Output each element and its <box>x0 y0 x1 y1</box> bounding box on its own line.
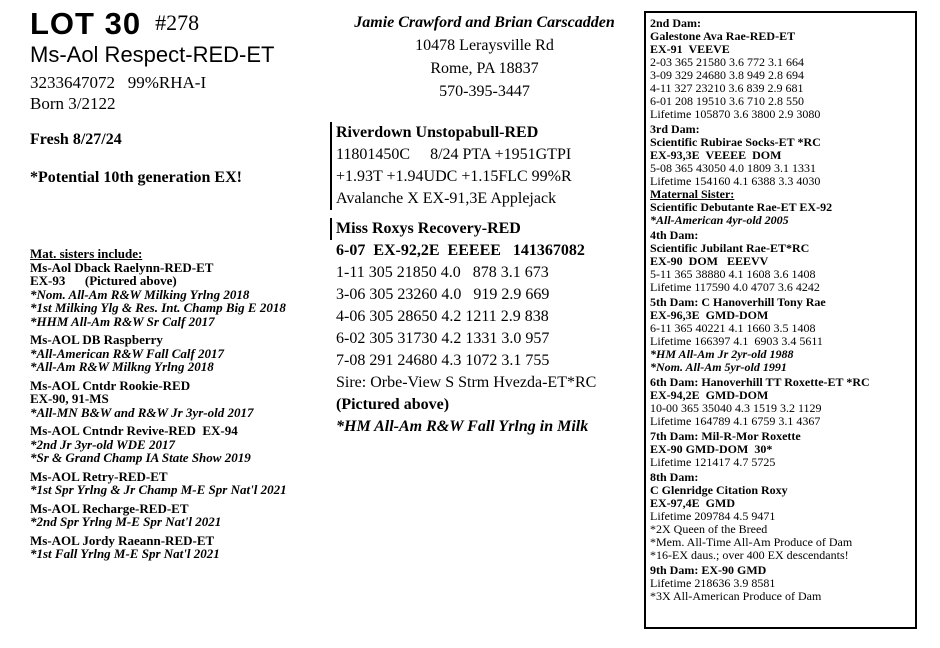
dam-5-class: EX-96,3E GMD-DOM <box>650 308 769 322</box>
dam-3-record: 5-08 365 43050 4.0 1809 3.1 1331 <box>650 161 816 175</box>
dam-2-name: Galestone Ava Rae-RED-ET <box>650 29 796 43</box>
dam-2-record: 3-09 329 24680 3.8 949 2.8 694 <box>650 68 804 82</box>
dam-record: 6-02 305 31730 4.2 1331 3.0 957 <box>336 330 550 347</box>
dam-6-class: EX-94,2E GMD-DOM <box>650 388 769 402</box>
potential-note: *Potential 10th generation EX! <box>30 169 242 186</box>
dam-2-record: 4-11 327 23210 3.6 839 2.9 681 <box>650 81 804 95</box>
owner-phone: 570-395-3447 <box>439 83 530 100</box>
dam-5-note: *Nom. All-Am 5yr-old 1991 <box>650 360 787 374</box>
dam-5-record: 6-11 365 40221 4.1 1660 3.5 1408 <box>650 321 816 335</box>
dam-6-name: Hanoverhill TT Roxette-ET *RC <box>701 375 870 389</box>
lot-title <box>30 6 199 41</box>
maternal-sister-name: Scientific Debutante Rae-ET EX-92 <box>650 200 833 214</box>
maternal-sisters <box>30 247 330 561</box>
dam-2-record: 2-03 365 21580 3.6 772 3.1 664 <box>650 55 804 69</box>
sister-note: *Sr & Grand Champ IA State Show 2019 <box>30 450 251 465</box>
sister-note: *1st Milking Ylg & Res. Int. Champ Big E 2018 <box>30 300 286 315</box>
dam-5-record: Lifetime 166397 4.1 6903 3.4 5611 <box>650 334 823 348</box>
dam-7-class: EX-90 GMD-DOM 30* <box>650 442 773 456</box>
dam-7-record: Lifetime 121417 4.7 5725 <box>650 455 776 469</box>
registration-line: 3233647072 99%RHA-I <box>30 73 207 92</box>
dam-6-label: 6th Dam: <box>650 375 699 389</box>
dam-sire-line: Sire: Orbe-View S Strm Hvezda-ET*RC <box>336 374 597 391</box>
sister-note: *1st Fall Yrlng M-E Spr Nat'l 2021 <box>30 546 220 561</box>
dam-2-label: 2nd Dam: <box>650 16 702 30</box>
sister-note: *All-MN B&W and R&W Jr 3yr-old 2017 <box>30 404 254 420</box>
dam-5-name: C Hanoverhill Tony Rae <box>701 295 826 309</box>
dam-class-line: 6-07 EX-92,2E EEEEE 141367082 <box>336 242 585 259</box>
dam-pictured: (Pictured above) <box>336 396 450 413</box>
dam-record: 4-06 305 28650 4.2 1211 2.9 838 <box>336 308 549 325</box>
sister-note: *1st Spr Yrlng & Jr Champ M-E Spr Nat'l 2021 <box>30 482 287 497</box>
dam-3-class: EX-93,3E VEEEE DOM <box>650 148 782 162</box>
owner-name: Jamie Crawford and Brian Carscadden <box>354 14 615 31</box>
dam-8-class: EX-97,4E GMD <box>650 496 735 510</box>
maternal-sisters-header: Mat. sisters include: <box>30 246 143 261</box>
dam-8-record: Lifetime 209784 4.5 9471 <box>650 509 776 523</box>
owner-address-line2: Rome, PA 18837 <box>430 60 539 77</box>
dam-award: *HM All-Am R&W Fall Yrlng in Milk <box>336 418 589 435</box>
dam-4-label: 4th Dam: <box>650 228 699 242</box>
dam-2-class: EX-91 VEEVE <box>650 42 730 56</box>
sister-name: Ms-AOL DB Raspberry <box>30 332 163 347</box>
dam-8-record: *2X Queen of the Breed <box>650 522 768 536</box>
sister-name: Ms-AOL Retry-RED-ET <box>30 468 168 484</box>
animal-name: Ms-Aol Respect-RED-ET <box>30 42 275 67</box>
dam-name: Miss Roxys Recovery-RED <box>336 220 521 237</box>
dam-3-label: 3rd Dam: <box>650 122 700 136</box>
dam-pedigree-box <box>644 11 917 629</box>
sister-note: *All-Am R&W Milkng Yrlng 2018 <box>30 359 214 374</box>
sister-note: *All-American R&W Fall Calf 2017 <box>30 345 225 361</box>
dam-5-note: *HM All-Am Jr 2yr-old 1988 <box>650 347 794 361</box>
owner-address-line1: 10478 Leraysville Rd <box>415 37 554 54</box>
sire-line: +1.93T +1.94UDC +1.15FLC 99%R <box>336 168 572 185</box>
sister-name: Ms-AOL Recharge-RED-ET <box>30 500 189 516</box>
sister-class: EX-93 (Pictured above) <box>30 273 177 288</box>
dam-2-record: 6-01 208 19510 3.6 710 2.8 550 <box>650 94 804 108</box>
animal-info <box>30 72 206 114</box>
dam-4-record: 5-11 365 38880 4.1 1608 3.6 1408 <box>650 267 816 281</box>
dam-3-record: Lifetime 154160 4.1 6388 3.3 4030 <box>650 174 821 188</box>
dam-4-name: Scientific Jubilant Rae-ET*RC <box>650 241 810 255</box>
sister-note: *2nd Jr 3yr-old WDE 2017 <box>30 436 175 452</box>
sire-name: Riverdown Unstopabull-RED <box>336 124 539 141</box>
born-date: Born 3/2122 <box>30 94 116 113</box>
dam-7-label: 7th Dam: <box>650 429 699 443</box>
dam-4-class: EX-90 DOM EEEVV <box>650 254 769 268</box>
sister-note: *HHM All-Am R&W Sr Calf 2017 <box>30 313 215 329</box>
sister-note: *2nd Spr Yrlng M-E Spr Nat'l 2021 <box>30 514 222 529</box>
dam-6-record: 10-00 365 35040 4.3 1519 3.2 1129 <box>650 401 822 415</box>
sister-note: *Nom. All-Am R&W Milking Yrlng 2018 <box>30 286 250 302</box>
dam-8-name: C Glenridge Citation Roxy <box>650 483 788 497</box>
dam-block <box>330 218 638 240</box>
dam-6-record: Lifetime 164789 4.1 6759 3.1 4367 <box>650 414 821 428</box>
dam-5-label: 5th Dam: <box>650 295 699 309</box>
sister-name: Ms-AOL Jordy Raeann-RED-ET <box>30 532 215 548</box>
dam-9-name: EX-90 GMD <box>701 563 767 577</box>
dam-record: 3-06 305 23260 4.0 919 2.9 669 <box>336 286 550 303</box>
maternal-sister-note: *All-American 4yr-old 2005 <box>650 213 789 227</box>
pedigree-main <box>330 122 638 438</box>
sire-line: 11801450C 8/24 PTA +1951GTPI <box>336 146 572 163</box>
dam-record: 7-08 291 24680 4.3 1072 3.1 755 <box>336 352 550 369</box>
dam-9-record: *3X All-American Produce of Dam <box>650 589 822 603</box>
sister-name: Ms-Aol Dback Raelynn-RED-ET <box>30 259 214 275</box>
dam-7-name: Mil-R-Mor Roxette <box>701 429 801 443</box>
dam-8-label: 8th Dam: <box>650 470 699 484</box>
sister-name: Ms-AOL Cntdr Rookie-RED <box>30 377 191 393</box>
lot-number: #278 <box>155 10 200 35</box>
lot-label: LOT 30 <box>30 6 142 41</box>
dam-4-record: Lifetime 117590 4.0 4707 3.6 4242 <box>650 280 820 294</box>
dam-8-record: *16-EX daus.; over 400 EX descendants! <box>650 548 849 562</box>
dam-2-record: Lifetime 105870 3.6 3800 2.9 3080 <box>650 107 821 121</box>
maternal-sister-label: Maternal Sister: <box>650 187 735 201</box>
sister-class: EX-90, 91-MS <box>30 391 109 406</box>
sister-name: Ms-AOL Cntndr Revive-RED EX-94 <box>30 423 238 438</box>
fresh-date: Fresh 8/27/24 <box>30 131 122 148</box>
dam-3-name: Scientific Rubirae Socks-ET *RC <box>650 135 821 149</box>
sire-line: Avalanche X EX-91,3E Applejack <box>336 190 557 207</box>
dam-record: 1-11 305 21850 4.0 878 3.1 673 <box>336 264 549 281</box>
dam-8-record: *Mem. All-Time All-Am Produce of Dam <box>650 535 853 549</box>
owner-block <box>333 11 636 103</box>
dam-details <box>330 240 638 438</box>
dam-9-record: Lifetime 218636 3.9 8581 <box>650 576 776 590</box>
dam-9-label: 9th Dam: <box>650 563 699 577</box>
sire-block <box>330 122 638 210</box>
